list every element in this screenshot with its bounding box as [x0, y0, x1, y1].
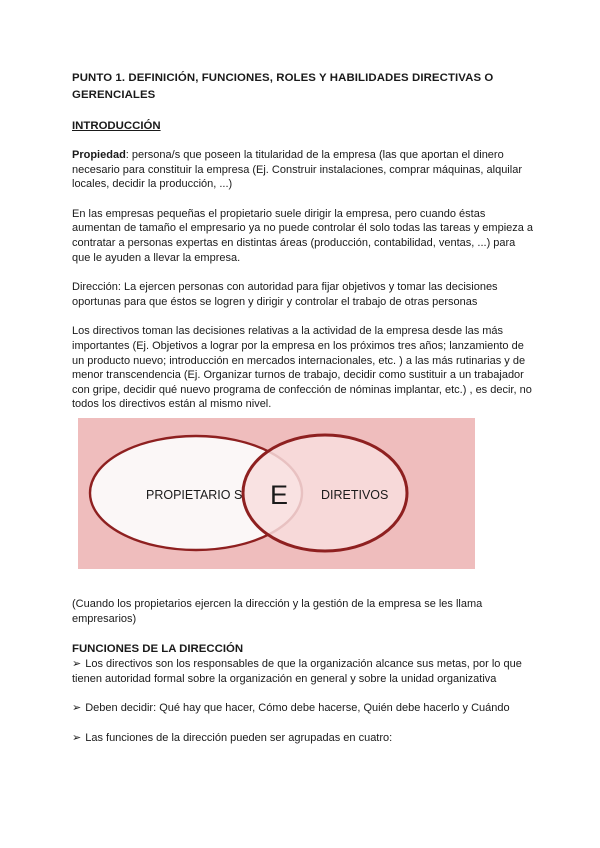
document-title: PUNTO 1. DEFINICIÓN, FUNCIONES, ROLES Y HABILIDADES DIRECTIVAS O GERENCIALES	[72, 72, 494, 101]
venn-diagram	[78, 418, 475, 569]
pequenas-paragraph: En las empresas pequeñas el propietario suele dirigir la empresa, pero cuando éstas aumentan de tamaño el empresario ya no puede controlar él solo todas las tareas y empieza a contratar a personas expertas en distintas áreas (producción, contabilidad, ventas, ...) para que le ayuden a llevar la empresa.	[72, 207, 534, 264]
intersection-label: E	[270, 479, 289, 510]
bullet-item-responsables: ➢ Los directivos son los responsables de que la organización alcance sus metas, por lo que tienen autoridad formal sobre la organización en general y sobre la unidad organizativa	[72, 657, 534, 686]
bullet-item-funciones: ➢ Las funciones de la dirección pueden ser agrupadas en cuatro:	[72, 731, 534, 746]
bullet-item-decidir: ➢ Deben decidir: Qué hay que hacer, Cómo debe hacerse, Quién debe hacerlo y Cuándo	[72, 701, 534, 716]
propiedad-term: Propiedad	[72, 149, 126, 161]
propietarios-label: PROPIETARIO S	[146, 487, 243, 502]
propiedad-paragraph	[72, 148, 534, 192]
propiedad-text: : persona/s que poseen la titularidad de la empresa (las que aportan el dinero necesario para constituir la empresa (Ej. Construir instalaciones, comprar máquinas, alquilar locales, decidir la producción, ...)	[72, 149, 522, 191]
document-page	[72, 70, 534, 745]
funciones-heading: FUNCIONES DE LA DIRECCIÓN	[72, 643, 244, 656]
direccion-paragraph: Dirección: La ejercen personas con autoridad para fijar objetivos y tomar las decisiones oportunas para que éstos se logren y dirigir y controlar el trabajo de otras personas	[72, 281, 498, 308]
directivos-label: DIRETIVOS	[321, 487, 389, 502]
intro-heading: INTRODUCCIÓN	[72, 120, 161, 132]
directivos-paragraph: Los directivos toman las decisiones relativas a la actividad de la empresa desde las más importantes (Ej. Objetivos a lograr por la empresa en los próximos tres años; lanzamiento de un producto nuevo; introducción en mercados internacionales, etc. ) a las más rutinarias y de menor transcendencia (Ej. Organizar turnos de trabajo, decidir como sustituir a un trabajador con gripe, decidir qué nuevo programa de confección de nóminas implantar, etc.) , es decir, no todos los directivos están al mismo nivel.	[72, 325, 532, 411]
empresarios-caption: (Cuando los propietarios ejercen la dirección y la gestión de la empresa se les llama empresarios)	[72, 597, 483, 625]
